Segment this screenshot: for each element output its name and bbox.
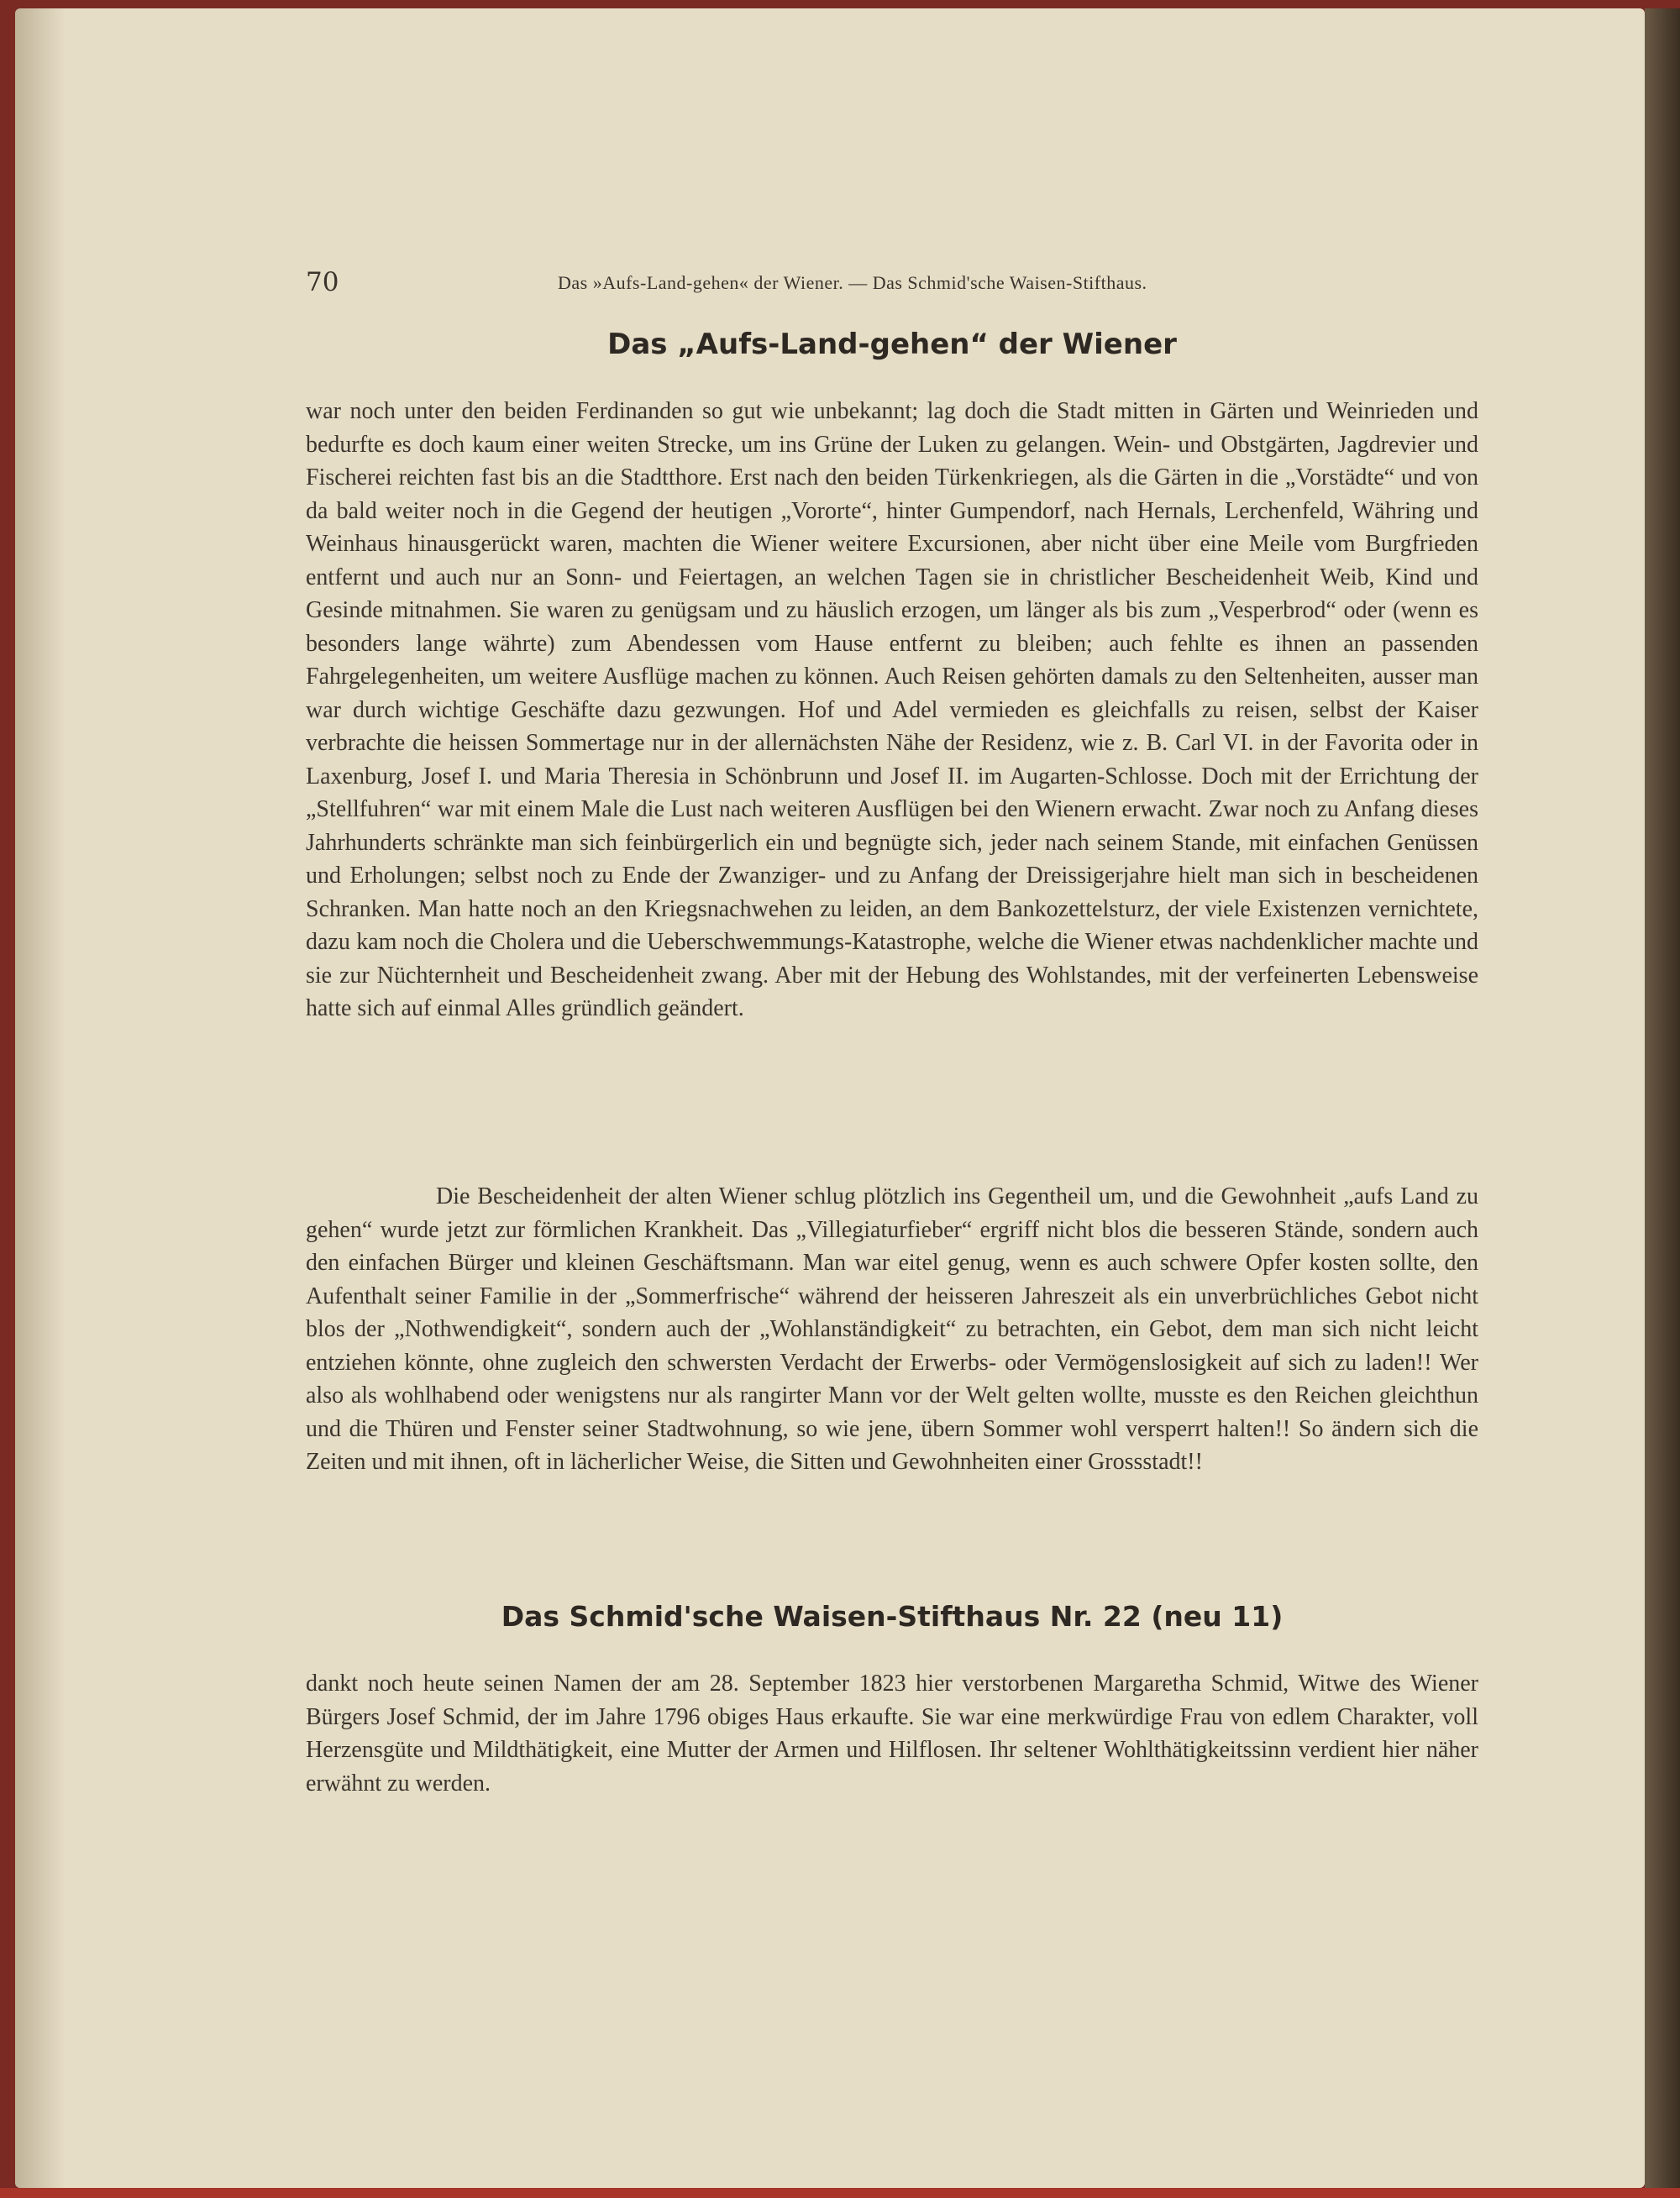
page-header bbox=[306, 262, 1478, 304]
page-number: 70 bbox=[306, 267, 339, 297]
gutter-shadow bbox=[15, 8, 66, 2188]
section-heading-aufs-land: Das „Aufs-Land-gehen“ der Wiener bbox=[607, 328, 1177, 361]
binding-edge bbox=[0, 2188, 1680, 2198]
paragraph-waisen-1: dankt noch heute seinen Namen der am 28. September 1823 hier verstorbenen Margaretha Schmid, Witwe des Wiener Bürgers Josef Schmid, der im Jahre 1796 obiges Haus erkaufte. Sie war eine merkwürdige Frau von edlem Charakter, voll Herzensgüte und Mildthätigkeit, eine Mutter der Armen und Hilflosen. Ihr seltener Wohlthätigkeitssinn verdient hier näher erwähnt zu werden. bbox=[306, 1671, 1478, 1797]
book-edge bbox=[1645, 8, 1680, 2188]
paragraph-aufs-land-1: war noch unter den beiden Ferdinanden so gut wie unbekannt; lag doch die Stadt mitten in Gärten und Weinrieden und bedurfte es doch kaum einer weiten Strecke, um ins Grüne der Luken zu gelangen. Wein- und Obstgärten, Jagdrevier und Fischerei reichten fast bis an die Stadtthore. Erst nach den beiden Türkenkriegen, als die Gärten in die „Vorstädte“ und von da bald weiter noch in die Gegend der heutigen „Vororte“, hinter Gumpendorf, nach Hernals, Lerchenfeld, Währing und Weinhaus hinausgerückt waren, machten die Wiener weitere Excursionen, aber nicht über eine Meile vom Burgfrieden entfernt und auch nur an Sonn- und Feiertagen, an welchen Tagen sie in christlicher Bescheidenheit Weib, Kind und Gesinde mitnahmen. Sie waren zu genügsam und zu häuslich erzogen, um länger als bis zum „Vesperbrod“ oder (wenn es besonders lange währte) zum Abendessen vom Hause entfernt zu bleiben; auch fehlte es ihnen an passenden Fahrgelegenheiten, um weitere Ausflüge machen zu können. Auch Reisen gehörten damals zu den Seltenheiten, ausser man war durch wichtige Geschäfte dazu gezwungen. Hof und Adel vermieden es gleichfalls zu reisen, selbst der Kaiser verbrachte die heissen Sommertage nur in der allernächsten Nähe der Residenz, wie z. B. Carl VI. in der Favorita oder in Laxenburg, Josef I. und Maria Theresia in Schönbrunn und Josef II. im Augarten-Schlosse. Doch mit der Errichtung der „Stellfuhren“ war mit einem Male die Lust nach weiteren Ausflügen bei den Wienern erwacht. Zwar noch zu Anfang dieses Jahrhunderts schränkte man sich feinbürgerlich ein und begnügte sich, jeder nach seinem Stande, mit einfachen Genüssen und Erholungen; selbst noch zu Ende der Zwanziger- und zu Anfang der Dreissigerjahre hielt man sich in bescheidenen Schranken. Man hatte noch an den Kriegsnachwehen zu leiden, an dem Bankozettelsturz, der viele Existenzen vernichtete, dazu kam noch die Cholera und die Ueberschwemmungs-Katastrophe, welche die Wiener etwas nachdenklicher machte und sie zur Nüchternheit und Bescheidenheit zwang. Aber mit der Hebung des Wohlstandes, mit der verfeinerten Lebensweise hatte sich auf einmal Alles gründlich geändert. bbox=[306, 398, 1478, 1021]
running-title: Das »Aufs-Land-gehen« der Wiener. — Das Schmid'sche Waisen-Stifthaus. bbox=[558, 272, 1147, 293]
paragraph-aufs-land-2: Die Bescheidenheit der alten Wiener schlug plötzlich ins Gegentheil um, und die Gewohnheit „aufs Land zu gehen“ wurde jetzt zur förmlichen Krankheit. Das „Villegiaturfieber“ ergriff nicht blos die besseren Stände, sondern auch den einfachen Bürger und kleinen Geschäftsmann. Man war eitel genug, wenn es auch schwere Opfer kosten sollte, den Aufenthalt seiner Familie in der „Sommerfrische“ während der heisseren Jahreszeit als ein unverbrüchliches Gebot nicht blos der „Nothwendigkeit“, sondern auch der „Wohlanständigkeit“ zu betrachten, ein Gebot, dem man sich nicht leicht entziehen könnte, ohne zugleich den schwersten Verdacht der Erwerbs- oder Vermögenslosigkeit auf sich zu laden!! Wer also als wohlhabend oder wenigstens nur als rangirter Mann vor der Welt gelten wollte, musste es den Reichen gleichthun und die Thüren und Fenster seiner Stadtwohnung, so wie jene, übern Sommer wohl versperrt halten!! So ändern sich die Zeiten und mit ihnen, oft in lächerlicher Weise, die Sitten und Gewohnheiten einer Grossstadt!! bbox=[306, 1183, 1478, 1475]
section-heading-waisen-stifthaus: Das Schmid'sche Waisen-Stifthaus Nr. 22 (neu 11) bbox=[501, 1600, 1284, 1633]
